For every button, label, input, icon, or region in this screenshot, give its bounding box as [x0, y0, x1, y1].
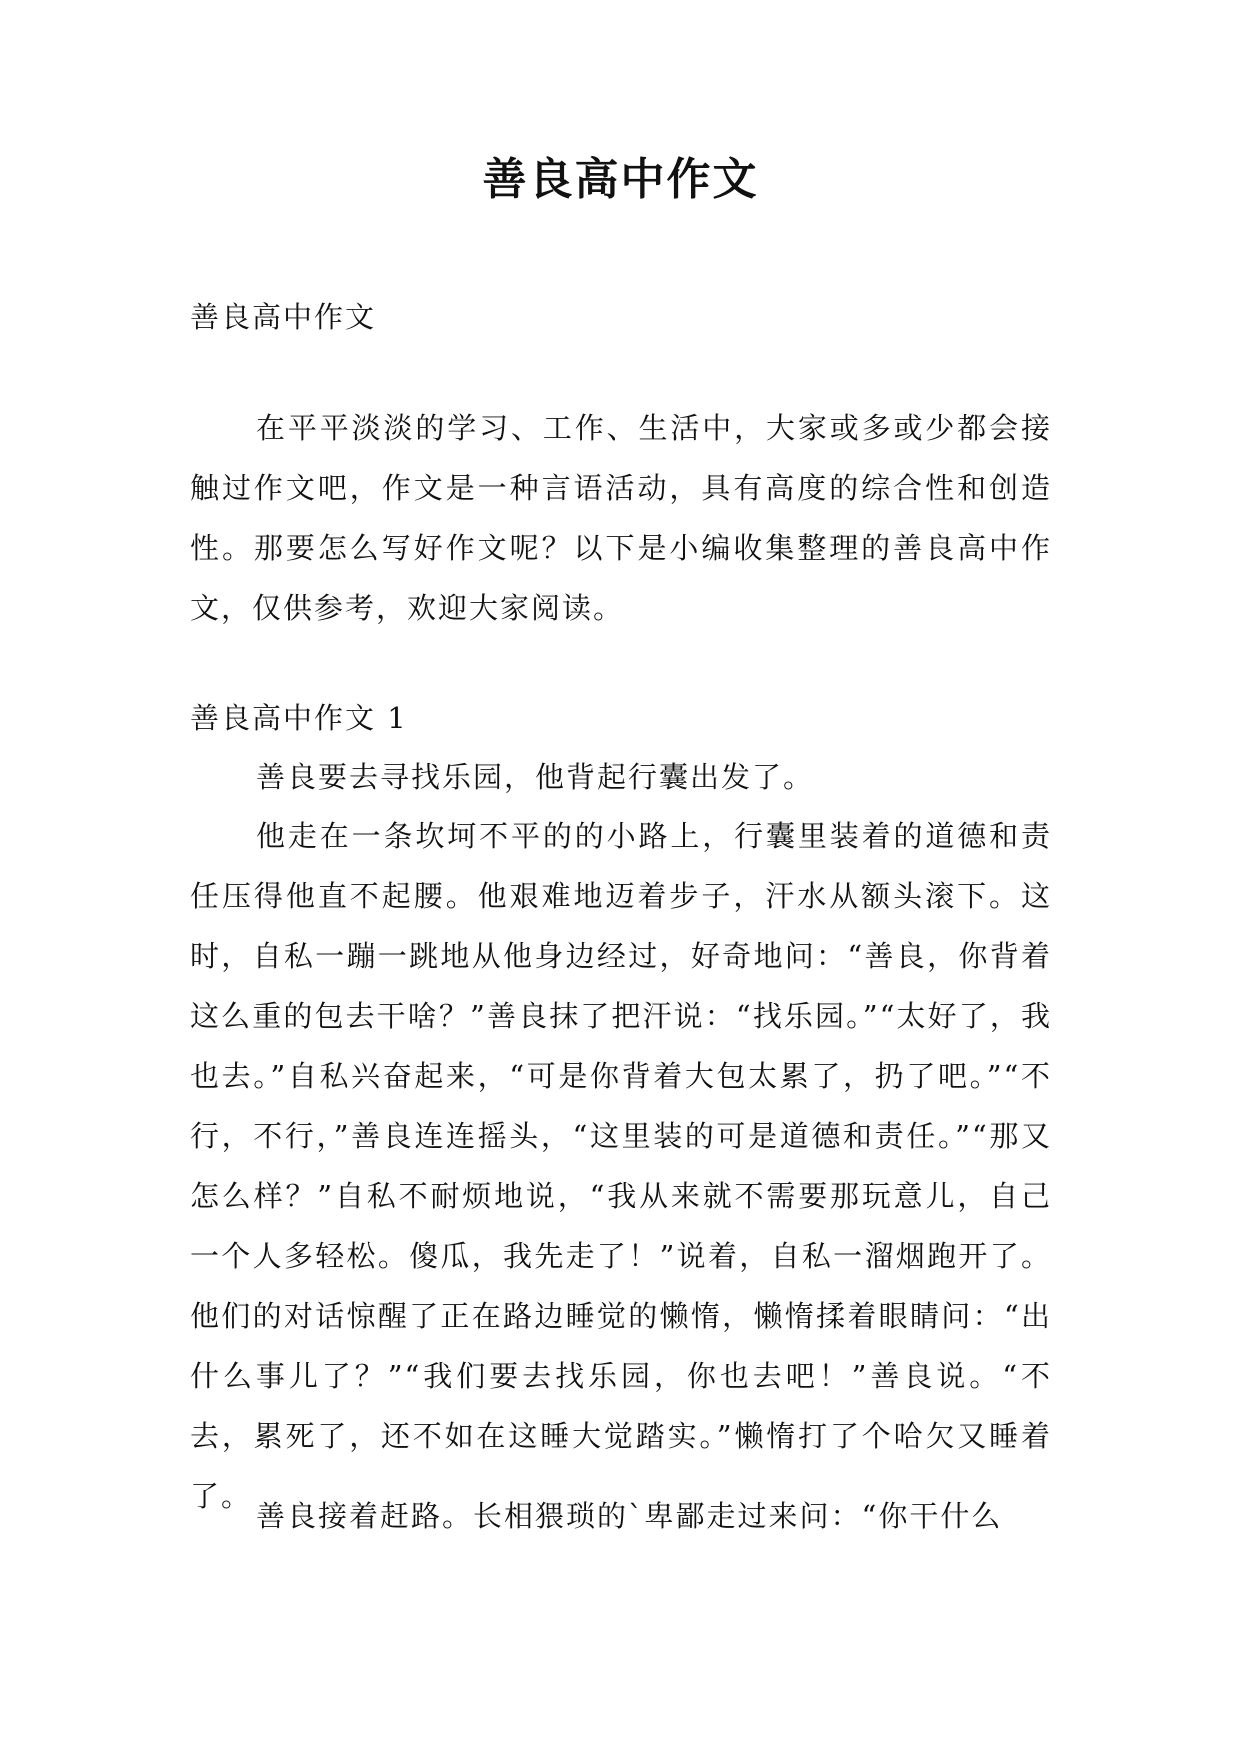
- intro-paragraph: 在平平淡淡的学习、工作、生活中，大家或多或少都会接触过作文吧，作文是一种言语活动，具有高度的综合性和创造性。那要怎么写好作文呢？以下是小编收集整理的善良高中作文，仅供参考，欢迎大家阅读。: [190, 411, 1052, 625]
- document-subtitle: 善良高中作文: [190, 300, 377, 334]
- document-title: 善良高中作文: [482, 154, 759, 205]
- section-heading: 善良高中作文 1: [190, 701, 408, 735]
- body-paragraph: 善良要去寻找乐园，他背起行囊出发了。: [256, 760, 815, 794]
- body-paragraph: 他走在一条坎坷不平的的小路上，行囊里装着的道德和责任压得他直不起腰。他艰难地迈着步子，汗水从额头滚下。这时，自私一蹦一跳地从他身边经过，好奇地问：“善良，你背着这么重的包去干啥？”善良抹了把汗说：“找乐园。”“太好了，我也去。”自私兴奋起来，“可是你背着大包太累了，扔了吧。”“不行，不行，”善良连连摇头，“这里装的可是道德和责任。”“那又怎么样？”自私不耐烦地说，“我从来就不需要那玩意儿，自己一个人多轻松。傻瓜，我先走了！”说着，自私一溜烟跑开了。他们的对话惊醒了正在路边睡觉的懒惰，懒惰揉着眼睛问：“出什么事儿了？”“我们要去找乐园，你也去吧！”善良说。“不去，累死了，还不如在这睡大觉踏实。”懒惰打了个哈欠又睡着了。: [190, 819, 1052, 1513]
- body-paragraph: 善良接着赶路。长相猥琐的`卑鄙走过来问：“你干什么: [256, 1499, 1003, 1533]
